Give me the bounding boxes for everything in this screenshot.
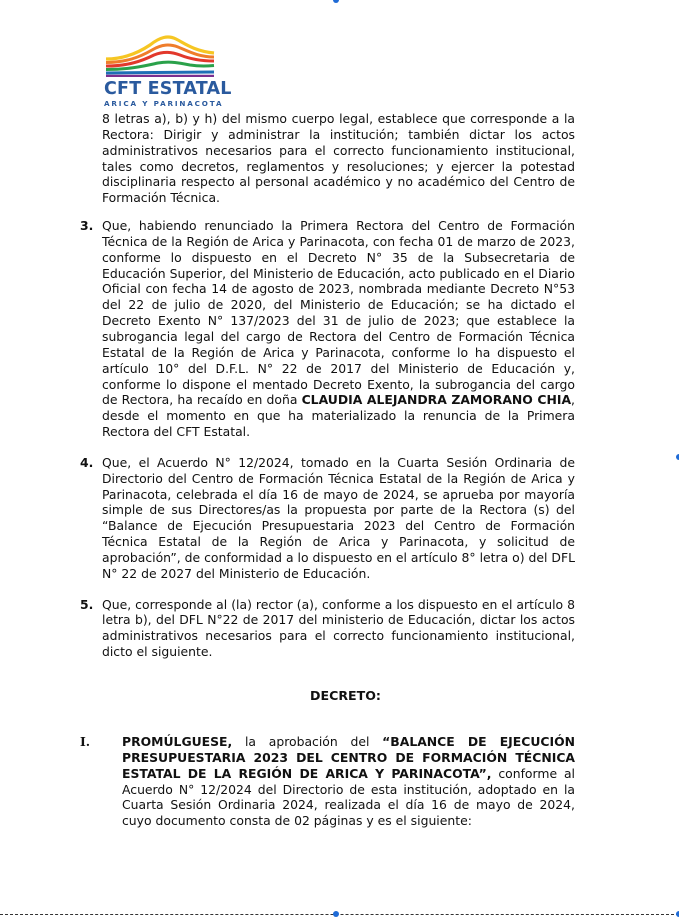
name-highlight: CLAUDIA ALEJANDRA ZAMORANO CHIA bbox=[301, 392, 572, 408]
item-number: 5. bbox=[80, 596, 94, 612]
decree-item-i bbox=[80, 734, 576, 829]
considerando-item-3 bbox=[80, 218, 575, 440]
item-text: Que, el Acuerdo N° 12/2024, tomado en la Cuarta Sesión Ordinaria de Directorio del Centro de Formación Técnica Estatal de la Región de Arica y Parinacota, celebrada el día 16 de mayo de 2024, se aprueba por mayoría simple de sus Directores/as la propuesta por parte de la Rectora (s) del “Balance de Ejecución Presupuestaria 2023 del Centro de Formación Técnica Estatal de la Región de Arica y Parinacota, y solicitud de aprobación”, de conformidad a lo dispuesto en el artículo 8° letra o) del DFL N° 22 de 2027 del Ministerio de Educación. bbox=[102, 454, 575, 581]
considerando-item-5 bbox=[80, 596, 575, 660]
logo-title: CFT ESTATAL bbox=[104, 79, 232, 99]
page-break-line bbox=[0, 914, 679, 915]
decreto-heading: DECRETO: bbox=[310, 688, 381, 703]
item-number: 4. bbox=[80, 454, 94, 470]
item-text: la aprobación del bbox=[232, 734, 383, 749]
item-text: conforme al Acuerdo N° 12/2024 del Directorio de esta institución, adoptado en la Cuarta Sesión Ordinaria 2024, realizada el día 16 de mayo de 2024, cuyo documento consta de 02 páginas y es el siguiente: bbox=[122, 765, 576, 829]
item-text: Que, habiendo renunciado la Primera Rectora del Centro de Formación Técnica de la Región de Arica y Parinacota, con fecha 01 de marzo de 2023, conforme lo dispuesto en el Decreto N° 35 de la Subsecretaria de Educación Superior, del Ministerio de Educación, acto publicado en el Diario Oficial con fecha 14 de agosto de 2023, nombrada mediante Decreto N°53 del 22 de julio de 2020, del Ministerio de Educación; se ha dictado el Decreto Exento N° 137/2023 del 31 de julio de 2023; que establece la subrogancia legal del cargo de Rectora del Centro de Formación Técnica Estatal de la Región de Arica y Parinacota, conforme lo ha dispuesto el artículo 10° del D.F.L. N° 22 de 2017 del Ministerio de Educación y, conforme lo dispone el mentado Decreto Exento, la subrogancia del cargo de Rectora, ha recaído en doña bbox=[102, 218, 575, 408]
balance-title: “BALANCE DE EJECUCIÓN PRESUPUESTARIA 2023 DEL CENTRO DE FORMACIÓN TÉCNICA ESTATAL DE LA REGIÓN DE ARICA Y PARINACOTA”, bbox=[122, 734, 575, 781]
item-text: , desde el momento en que ha materializado la renuncia de la Primera Rectora del CFT Estatal. bbox=[102, 392, 575, 440]
page-break-marker bbox=[333, 911, 339, 917]
considerando-continuation: 8 letras a), b) y h) del mismo cuerpo legal, establece que corresponde a la Rectora: Dirigir y administrar la institución; también dictar los actos administrativos necesarios para el correcto funcionamiento institucional, tales como decretos, reglamentos y resoluciones; y ejercer la potestad disciplinaria respecto al personal académico y no académico del Centro de Formación Técnica. bbox=[102, 111, 575, 206]
decree-item-number: I. bbox=[80, 734, 91, 749]
promulguese-lead: PROMÚLGUESE, bbox=[122, 734, 233, 749]
item-text: Que, corresponde al (la) rector (a), conforme a los dispuesto en el artículo 8 letra b), del DFL N°22 de 2017 del ministerio de Educación, dictar los actos administrativos necesarios para el correcto funcionamiento institucional, dicto el siguiente. bbox=[102, 596, 575, 660]
cft-estatal-logo bbox=[104, 33, 232, 108]
logo-subtitle: ARICA Y PARINACOTA bbox=[104, 99, 224, 108]
considerando-item-4 bbox=[80, 454, 575, 582]
item-number: 3. bbox=[80, 218, 94, 234]
mountain-stripes-icon bbox=[104, 33, 216, 77]
